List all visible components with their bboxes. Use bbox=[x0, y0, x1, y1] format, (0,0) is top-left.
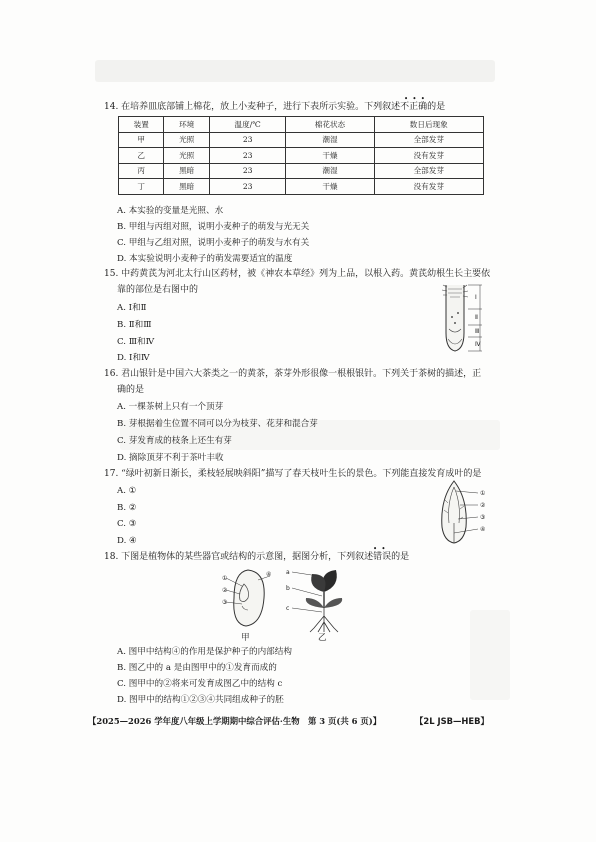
question-16-stem-cont: 确的是 bbox=[117, 385, 145, 395]
option-c[interactable]: C. 甲组与乙组对照，说明小麦种子的萌发与水有关 bbox=[117, 238, 310, 248]
option-b[interactable]: B. Ⅱ和Ⅲ bbox=[117, 320, 152, 330]
table-cell: 没有发芽 bbox=[374, 179, 483, 195]
table-header: 装置 bbox=[119, 117, 164, 133]
table-header-row bbox=[119, 117, 484, 133]
table-header: 温度/℃ bbox=[209, 117, 286, 133]
scan-smudge bbox=[470, 610, 510, 700]
table-row bbox=[119, 163, 484, 179]
figure-caption-left: 甲 bbox=[241, 633, 250, 643]
option-c[interactable]: C. 图甲中的②将来可发育成图乙中的结构 c bbox=[117, 679, 283, 689]
question-15-stem-cont: 靠的部位是右图中的 bbox=[117, 285, 199, 295]
scan-smudge bbox=[95, 60, 495, 82]
option-a[interactable]: A. ① bbox=[117, 486, 137, 496]
option-b[interactable]: B. 图乙中的 a 是由图甲中的①发育而成的 bbox=[117, 663, 277, 673]
seed-figure bbox=[222, 566, 274, 632]
table-cell: 丁 bbox=[119, 179, 164, 195]
table-row bbox=[119, 179, 484, 195]
option-d[interactable]: D. 图甲中的结构①②③④共同组成种子的胚 bbox=[117, 695, 284, 705]
option-d[interactable]: D. 摘除顶芽不利于茶叶丰收 bbox=[117, 453, 224, 463]
table-row bbox=[119, 148, 484, 164]
option-a[interactable]: A. Ⅰ和Ⅱ bbox=[117, 303, 147, 313]
option-a[interactable]: A. 一棵茶树上只有一个顶芽 bbox=[117, 402, 224, 412]
table-header: 数日后现象 bbox=[374, 117, 483, 133]
page-footer-left: 【2025—2026 学年度八年级上学期期中综合评估·生物 第 3 页(共 6 页)】 bbox=[88, 716, 382, 726]
figure-label: ② bbox=[222, 587, 228, 594]
table-row bbox=[119, 132, 484, 148]
question-17-stem: 17. “绿叶初新日渐长，柔枝轻展映斜阳”描写了春天枝叶生长的景色。下列能直接发育成叶的是 bbox=[104, 469, 482, 479]
option-c[interactable]: C. 芽发育成的枝条上还生有芽 bbox=[117, 436, 232, 446]
figure-label: ③ bbox=[222, 599, 228, 606]
table-header: 环境 bbox=[164, 117, 209, 133]
option-b[interactable]: B. ② bbox=[117, 503, 137, 513]
table-cell: 没有发芽 bbox=[374, 148, 483, 164]
emphasis-dots: • • bbox=[373, 545, 387, 553]
option-d[interactable]: D. Ⅰ和Ⅳ bbox=[117, 353, 150, 363]
question-15-stem: 15. 中药黄芪为河北太行山区药材，被《神农本草经》列为上品，以根入药。黄芪幼根生长主要依 bbox=[104, 269, 491, 279]
table-cell: 黑暗 bbox=[164, 179, 209, 195]
table-cell: 23 bbox=[209, 148, 286, 164]
question-16-stem: 16. 君山银针是中国六大茶类之一的黄茶，茶芽外形很像一根根银针。下列关于茶树的描述，正 bbox=[104, 369, 482, 379]
page-footer-code: 【2L JSB—HEB】 bbox=[415, 716, 489, 726]
option-d[interactable]: D. ④ bbox=[117, 536, 137, 546]
bud-figure bbox=[434, 479, 492, 545]
figure-label: a bbox=[286, 569, 290, 576]
table-cell: 23 bbox=[209, 179, 286, 195]
table-cell: 黑暗 bbox=[164, 163, 209, 179]
table-cell: 23 bbox=[209, 132, 286, 148]
table-cell: 甲 bbox=[119, 132, 164, 148]
figure-label: Ⅲ bbox=[475, 328, 480, 335]
figure-label: b bbox=[286, 585, 290, 592]
table-header: 棉花状态 bbox=[286, 117, 374, 133]
figure-label: ② bbox=[480, 502, 486, 509]
figure-caption-right: 乙 bbox=[318, 633, 327, 643]
option-d[interactable]: D. 本实验说明小麦种子的萌发需要适宜的温度 bbox=[117, 254, 293, 264]
emphasis-dots: • • • bbox=[404, 95, 426, 103]
figure-label: ④ bbox=[480, 526, 486, 533]
table-cell: 干燥 bbox=[286, 148, 374, 164]
figure-label: ① bbox=[222, 575, 228, 582]
option-b[interactable]: B. 芽根据着生位置不同可以分为枝芽、花芽和混合芽 bbox=[117, 419, 318, 429]
question-14-stem: 14. 在培养皿底部铺上棉花，放上小麦种子，进行下表所示实验。下列叙述不正确的是 bbox=[104, 102, 446, 112]
question-18-stem: 18. 下图是植物体的某些器官或结构的示意图，据图分析，下列叙述错误的是 bbox=[104, 552, 410, 562]
figure-label: Ⅰ bbox=[475, 294, 477, 301]
table-cell: 乙 bbox=[119, 148, 164, 164]
table-cell: 潮湿 bbox=[286, 132, 374, 148]
figure-label: c bbox=[286, 605, 290, 612]
table-cell: 光照 bbox=[164, 148, 209, 164]
figure-label: Ⅱ bbox=[475, 314, 478, 321]
seedling-figure bbox=[284, 562, 364, 634]
option-a[interactable]: A. 图甲中结构④的作用是保护种子的内部结构 bbox=[117, 647, 292, 657]
option-a[interactable]: A. 本实验的变量是光照、水 bbox=[117, 206, 224, 216]
option-b[interactable]: B. 甲组与丙组对照，说明小麦种子的萌发与光无关 bbox=[117, 222, 310, 232]
table-cell: 干燥 bbox=[286, 179, 374, 195]
table-cell: 全部发芽 bbox=[374, 132, 483, 148]
table-cell: 全部发芽 bbox=[374, 163, 483, 179]
figure-label: ① bbox=[480, 490, 486, 497]
option-c[interactable]: C. ③ bbox=[117, 519, 137, 529]
figure-label: ④ bbox=[266, 571, 272, 578]
table-cell: 丙 bbox=[119, 163, 164, 179]
table-cell: 潮湿 bbox=[286, 163, 374, 179]
table-cell: 光照 bbox=[164, 132, 209, 148]
experiment-table bbox=[118, 116, 484, 195]
table-cell: 23 bbox=[209, 163, 286, 179]
option-c[interactable]: C. Ⅲ和Ⅳ bbox=[117, 337, 155, 347]
root-tip-figure bbox=[438, 283, 488, 353]
figure-label: ③ bbox=[480, 514, 486, 521]
figure-label: Ⅳ bbox=[475, 341, 481, 348]
